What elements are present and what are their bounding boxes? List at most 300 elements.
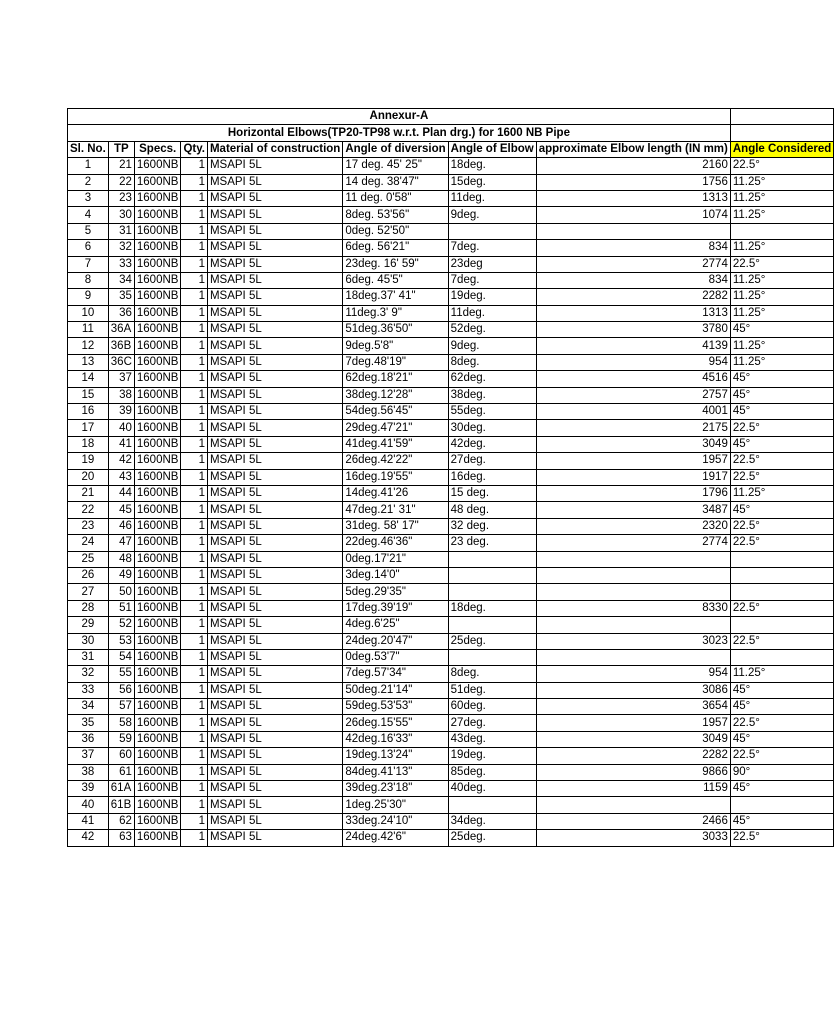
angle-of-elbow-cell: 9deg. [448,338,536,354]
material-cell: MSAPI 5L [207,633,342,649]
sl-no-cell: 19 [68,453,109,469]
tp-cell: 63 [108,830,134,846]
qty-cell: 1 [181,584,208,600]
table-row [68,830,834,846]
angle-considered-cell [730,797,833,813]
material-cell: MSAPI 5L [207,453,342,469]
angle-considered-cell: 11.25° [730,354,833,370]
tp-cell: 23 [108,190,134,206]
material-cell: MSAPI 5L [207,699,342,715]
subtitle-row-blank [730,125,833,141]
tp-cell: 36 [108,305,134,321]
tp-cell: 58 [108,715,134,731]
header-elbow-length: approximate Elbow length (IN mm) [536,141,730,157]
angle-considered-cell [730,584,833,600]
angle-considered-cell: 22.5° [730,158,833,174]
angle-of-diversion-cell: 54deg.56'45" [343,404,448,420]
qty-cell: 1 [181,174,208,190]
angle-of-diversion-cell: 31deg. 58' 17" [343,518,448,534]
table-row [68,436,834,452]
material-cell: MSAPI 5L [207,797,342,813]
angle-considered-cell: 11.25° [730,666,833,682]
material-cell: MSAPI 5L [207,600,342,616]
specs-cell: 1600NB [134,404,181,420]
angle-of-elbow-cell: 27deg. [448,453,536,469]
elbow-length-cell [536,584,730,600]
table-row [68,797,834,813]
tp-cell: 37 [108,371,134,387]
tp-cell: 33 [108,256,134,272]
tp-cell: 43 [108,469,134,485]
table-row [68,666,834,682]
material-cell: MSAPI 5L [207,764,342,780]
material-cell: MSAPI 5L [207,322,342,338]
angle-of-diversion-cell: 41deg.41'59" [343,436,448,452]
sl-no-cell: 41 [68,813,109,829]
specs-cell: 1600NB [134,551,181,567]
angle-of-elbow-cell [448,649,536,665]
sl-no-cell: 32 [68,666,109,682]
header-specs: Specs. [134,141,181,157]
table-row [68,600,834,616]
sl-no-cell: 34 [68,699,109,715]
angle-of-elbow-cell [448,797,536,813]
table-row [68,502,834,518]
table-row [68,420,834,436]
angle-considered-cell [730,567,833,583]
qty-cell: 1 [181,387,208,403]
table-row [68,633,834,649]
qty-cell: 1 [181,551,208,567]
angle-of-elbow-cell: 34deg. [448,813,536,829]
tp-cell: 31 [108,223,134,239]
specs-cell: 1600NB [134,305,181,321]
sl-no-cell: 31 [68,649,109,665]
angle-of-diversion-cell: 14deg.41'26 [343,485,448,501]
sl-no-cell: 9 [68,289,109,305]
angle-considered-cell: 22.5° [730,600,833,616]
specs-cell: 1600NB [134,289,181,305]
angle-of-elbow-cell [448,617,536,633]
qty-cell: 1 [181,354,208,370]
qty-cell: 1 [181,305,208,321]
angle-of-elbow-cell: 25deg. [448,633,536,649]
table-row [68,354,834,370]
qty-cell: 1 [181,436,208,452]
qty-cell: 1 [181,797,208,813]
specs-cell: 1600NB [134,649,181,665]
elbow-length-cell: 9866 [536,764,730,780]
elbow-length-cell [536,551,730,567]
angle-of-diversion-cell: 11 deg. 0'58" [343,190,448,206]
material-cell: MSAPI 5L [207,305,342,321]
specs-cell: 1600NB [134,485,181,501]
angle-of-elbow-cell: 43deg. [448,731,536,747]
tp-cell: 38 [108,387,134,403]
angle-of-diversion-cell: 0deg.17'21" [343,551,448,567]
qty-cell: 1 [181,715,208,731]
angle-of-elbow-cell: 60deg. [448,699,536,715]
specs-cell: 1600NB [134,174,181,190]
material-cell: MSAPI 5L [207,207,342,223]
specs-cell: 1600NB [134,371,181,387]
angle-of-diversion-cell: 1deg.25'30" [343,797,448,813]
material-cell: MSAPI 5L [207,830,342,846]
qty-cell: 1 [181,240,208,256]
angle-of-elbow-cell: 19deg. [448,748,536,764]
elbow-length-cell: 1957 [536,453,730,469]
specs-cell: 1600NB [134,354,181,370]
material-cell: MSAPI 5L [207,338,342,354]
angle-of-elbow-cell: 7deg. [448,272,536,288]
angle-considered-cell: 22.5° [730,256,833,272]
angle-of-diversion-cell: 24deg.42'6" [343,830,448,846]
specs-cell: 1600NB [134,190,181,206]
sl-no-cell: 33 [68,682,109,698]
qty-cell: 1 [181,485,208,501]
material-cell: MSAPI 5L [207,240,342,256]
material-cell: MSAPI 5L [207,535,342,551]
material-cell: MSAPI 5L [207,223,342,239]
angle-of-elbow-cell: 85deg. [448,764,536,780]
material-cell: MSAPI 5L [207,469,342,485]
angle-of-diversion-cell: 7deg.48'19" [343,354,448,370]
angle-considered-cell: 45° [730,502,833,518]
elbow-length-cell: 4516 [536,371,730,387]
sl-no-cell: 22 [68,502,109,518]
angle-of-diversion-cell: 3deg.14'0" [343,567,448,583]
material-cell: MSAPI 5L [207,551,342,567]
tp-cell: 46 [108,518,134,534]
qty-cell: 1 [181,666,208,682]
elbow-length-cell: 4139 [536,338,730,354]
angle-considered-cell: 22.5° [730,420,833,436]
table-row [68,699,834,715]
tp-cell: 57 [108,699,134,715]
tp-cell: 22 [108,174,134,190]
annexure-title: Annexur-A [68,109,731,125]
specs-cell: 1600NB [134,699,181,715]
specs-cell: 1600NB [134,584,181,600]
elbow-length-cell: 3049 [536,436,730,452]
sl-no-cell: 28 [68,600,109,616]
sl-no-cell: 21 [68,485,109,501]
sl-no-cell: 13 [68,354,109,370]
specs-cell: 1600NB [134,223,181,239]
elbow-table [67,108,834,847]
angle-of-diversion-cell: 17 deg. 45' 25" [343,158,448,174]
angle-of-diversion-cell: 0deg.53'7" [343,649,448,665]
material-cell: MSAPI 5L [207,813,342,829]
specs-cell: 1600NB [134,420,181,436]
tp-cell: 56 [108,682,134,698]
material-cell: MSAPI 5L [207,584,342,600]
elbow-length-cell: 1756 [536,174,730,190]
table-row [68,649,834,665]
table-row [68,289,834,305]
specs-cell: 1600NB [134,797,181,813]
sl-no-cell: 2 [68,174,109,190]
qty-cell: 1 [181,830,208,846]
tp-cell: 36A [108,322,134,338]
material-cell: MSAPI 5L [207,256,342,272]
angle-of-diversion-cell: 14 deg. 38'47" [343,174,448,190]
angle-considered-cell: 90° [730,764,833,780]
material-cell: MSAPI 5L [207,567,342,583]
specs-cell: 1600NB [134,731,181,747]
table-row [68,485,834,501]
elbow-length-cell: 1313 [536,190,730,206]
tp-cell: 48 [108,551,134,567]
angle-of-diversion-cell: 84deg.41'13" [343,764,448,780]
qty-cell: 1 [181,649,208,665]
material-cell: MSAPI 5L [207,289,342,305]
specs-cell: 1600NB [134,682,181,698]
angle-of-elbow-cell: 30deg. [448,420,536,436]
elbow-length-cell: 1796 [536,485,730,501]
header-tp: TP [108,141,134,157]
angle-considered-cell: 11.25° [730,289,833,305]
angle-of-elbow-cell: 62deg. [448,371,536,387]
angle-of-elbow-cell [448,584,536,600]
specs-cell: 1600NB [134,600,181,616]
table-row [68,469,834,485]
material-cell: MSAPI 5L [207,436,342,452]
material-cell: MSAPI 5L [207,404,342,420]
angle-considered-cell: 11.25° [730,190,833,206]
tp-cell: 51 [108,600,134,616]
qty-cell: 1 [181,404,208,420]
angle-of-elbow-cell: 15deg. [448,174,536,190]
specs-cell: 1600NB [134,633,181,649]
angle-of-elbow-cell: 48 deg. [448,502,536,518]
qty-cell: 1 [181,781,208,797]
tp-cell: 32 [108,240,134,256]
tp-cell: 41 [108,436,134,452]
angle-of-elbow-cell: 9deg. [448,207,536,223]
specs-cell: 1600NB [134,781,181,797]
sl-no-cell: 7 [68,256,109,272]
material-cell: MSAPI 5L [207,715,342,731]
table-row [68,240,834,256]
material-cell: MSAPI 5L [207,420,342,436]
elbow-length-cell: 1957 [536,715,730,731]
tp-cell: 49 [108,567,134,583]
specs-cell: 1600NB [134,338,181,354]
tp-cell: 53 [108,633,134,649]
material-cell: MSAPI 5L [207,649,342,665]
tp-cell: 52 [108,617,134,633]
qty-cell: 1 [181,190,208,206]
angle-of-elbow-cell [448,551,536,567]
tp-cell: 55 [108,666,134,682]
qty-cell: 1 [181,289,208,305]
tp-cell: 40 [108,420,134,436]
angle-of-elbow-cell: 52deg. [448,322,536,338]
elbow-length-cell: 3780 [536,322,730,338]
tp-cell: 47 [108,535,134,551]
table-row [68,174,834,190]
table-row [68,584,834,600]
material-cell: MSAPI 5L [207,617,342,633]
table-row [68,567,834,583]
angle-considered-cell: 11.25° [730,338,833,354]
tp-cell: 61B [108,797,134,813]
sl-no-cell: 3 [68,190,109,206]
specs-cell: 1600NB [134,453,181,469]
specs-cell: 1600NB [134,518,181,534]
qty-cell: 1 [181,272,208,288]
angle-of-elbow-cell: 51deg. [448,682,536,698]
angle-of-elbow-cell: 18deg. [448,158,536,174]
table-row [68,190,834,206]
table-row [68,518,834,534]
header-angle-of-diversion: Angle of diversion [343,141,448,157]
qty-cell: 1 [181,518,208,534]
angle-of-diversion-cell: 7deg.57'34" [343,666,448,682]
angle-considered-cell: 22.5° [730,830,833,846]
angle-of-diversion-cell: 19deg.13'24" [343,748,448,764]
sl-no-cell: 36 [68,731,109,747]
tp-cell: 61A [108,781,134,797]
elbow-length-cell [536,567,730,583]
angle-considered-cell: 11.25° [730,174,833,190]
elbow-length-cell: 3033 [536,830,730,846]
table-row [68,272,834,288]
elbow-length-cell: 954 [536,354,730,370]
specs-cell: 1600NB [134,715,181,731]
material-cell: MSAPI 5L [207,502,342,518]
angle-of-elbow-cell: 15 deg. [448,485,536,501]
angle-of-elbow-cell: 18deg. [448,600,536,616]
angle-of-elbow-cell: 7deg. [448,240,536,256]
angle-of-diversion-cell: 23deg. 16' 59" [343,256,448,272]
angle-of-diversion-cell: 18deg.37' 41" [343,289,448,305]
tp-cell: 44 [108,485,134,501]
qty-cell: 1 [181,813,208,829]
angle-of-diversion-cell: 22deg.46'36" [343,535,448,551]
angle-of-elbow-cell [448,567,536,583]
angle-considered-cell: 45° [730,436,833,452]
angle-of-diversion-cell: 38deg.12'28" [343,387,448,403]
sl-no-cell: 39 [68,781,109,797]
tp-cell: 50 [108,584,134,600]
angle-of-elbow-cell: 23 deg. [448,535,536,551]
specs-cell: 1600NB [134,748,181,764]
angle-considered-cell: 45° [730,731,833,747]
table-row [68,158,834,174]
angle-considered-cell: 45° [730,699,833,715]
qty-cell: 1 [181,600,208,616]
elbow-length-cell [536,797,730,813]
column-header-row [68,141,834,157]
angle-considered-cell: 22.5° [730,748,833,764]
table-row [68,207,834,223]
table-row [68,682,834,698]
qty-cell: 1 [181,764,208,780]
elbow-length-cell: 8330 [536,600,730,616]
elbow-length-cell: 2160 [536,158,730,174]
angle-considered-cell: 45° [730,813,833,829]
angle-of-elbow-cell: 16deg. [448,469,536,485]
material-cell: MSAPI 5L [207,158,342,174]
sl-no-cell: 40 [68,797,109,813]
sl-no-cell: 38 [68,764,109,780]
elbow-length-cell: 2282 [536,748,730,764]
angle-considered-cell: 22.5° [730,633,833,649]
tp-cell: 61 [108,764,134,780]
angle-of-elbow-cell: 38deg. [448,387,536,403]
tp-cell: 54 [108,649,134,665]
specs-cell: 1600NB [134,256,181,272]
table-row [68,256,834,272]
specs-cell: 1600NB [134,535,181,551]
angle-of-elbow-cell: 27deg. [448,715,536,731]
material-cell: MSAPI 5L [207,354,342,370]
qty-cell: 1 [181,633,208,649]
subtitle-row [68,125,834,141]
sl-no-cell: 4 [68,207,109,223]
elbow-length-cell [536,649,730,665]
table-subtitle: Horizontal Elbows(TP20-TP98 w.r.t. Plan drg.) for 1600 NB Pipe [68,125,731,141]
angle-considered-cell: 22.5° [730,469,833,485]
header-material: Material of construction [207,141,342,157]
material-cell: MSAPI 5L [207,731,342,747]
qty-cell: 1 [181,535,208,551]
angle-of-diversion-cell: 9deg.5'8" [343,338,448,354]
angle-of-diversion-cell: 39deg.23'18" [343,781,448,797]
angle-considered-cell [730,551,833,567]
material-cell: MSAPI 5L [207,518,342,534]
header-qty: Qty. [181,141,208,157]
angle-of-diversion-cell: 51deg.36'50" [343,322,448,338]
elbow-length-cell: 2175 [536,420,730,436]
qty-cell: 1 [181,682,208,698]
material-cell: MSAPI 5L [207,485,342,501]
table-row [68,404,834,420]
angle-of-diversion-cell: 6deg. 45'5" [343,272,448,288]
header-angle-of-elbow: Angle of Elbow [448,141,536,157]
material-cell: MSAPI 5L [207,190,342,206]
specs-cell: 1600NB [134,502,181,518]
tp-cell: 62 [108,813,134,829]
sl-no-cell: 16 [68,404,109,420]
elbow-length-cell: 3654 [536,699,730,715]
table-row [68,731,834,747]
table-row [68,371,834,387]
angle-considered-cell: 11.25° [730,305,833,321]
angle-considered-cell: 22.5° [730,535,833,551]
table-row [68,322,834,338]
table-row [68,535,834,551]
table-row [68,387,834,403]
angle-of-diversion-cell: 47deg.21' 31" [343,502,448,518]
qty-cell: 1 [181,223,208,239]
sl-no-cell: 14 [68,371,109,387]
qty-cell: 1 [181,453,208,469]
elbow-length-cell: 954 [536,666,730,682]
tp-cell: 36C [108,354,134,370]
material-cell: MSAPI 5L [207,174,342,190]
elbow-length-cell [536,223,730,239]
material-cell: MSAPI 5L [207,748,342,764]
tp-cell: 39 [108,404,134,420]
table-row [68,223,834,239]
sl-no-cell: 8 [68,272,109,288]
qty-cell: 1 [181,420,208,436]
elbow-length-cell: 4001 [536,404,730,420]
specs-cell: 1600NB [134,469,181,485]
